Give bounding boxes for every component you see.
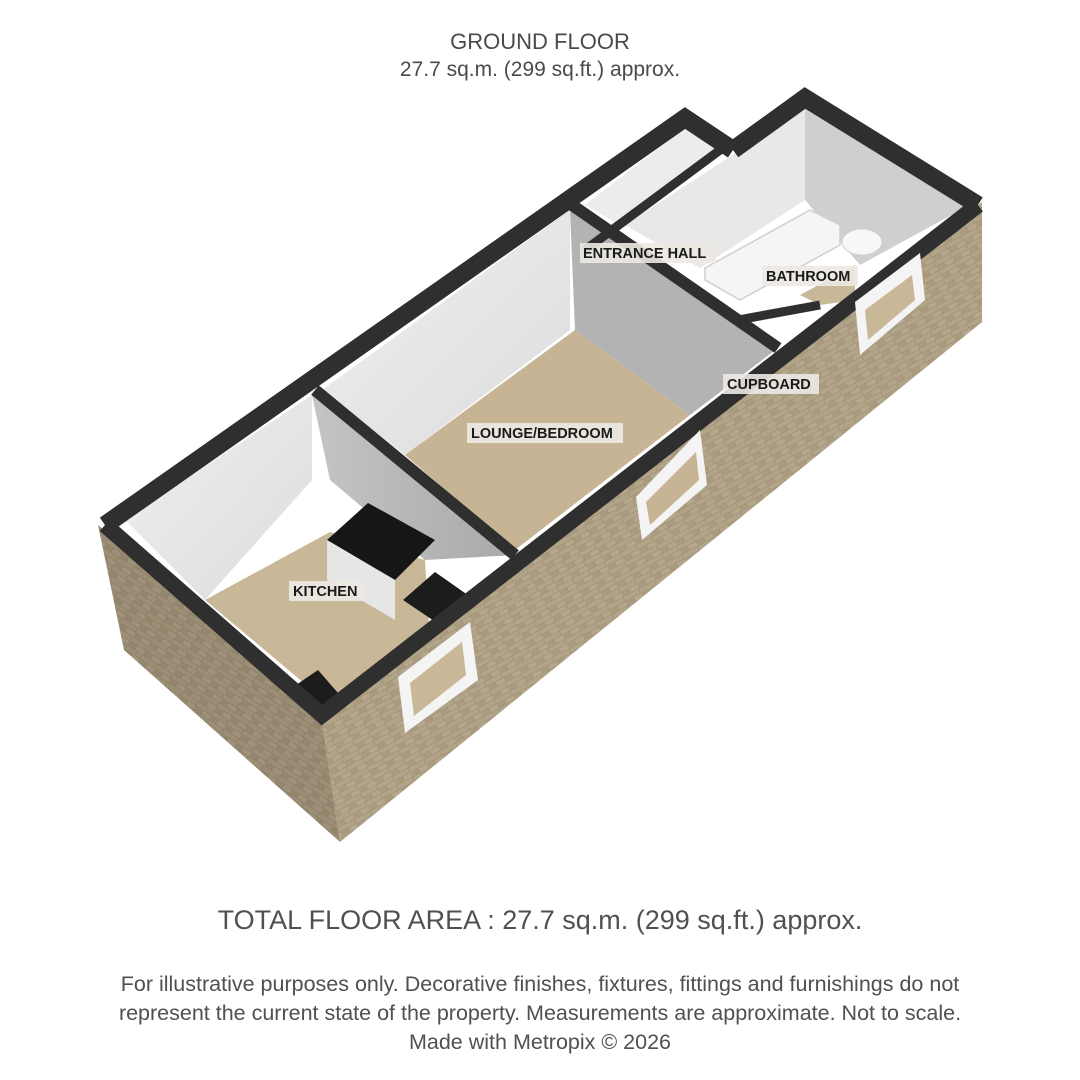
label-cupboard: CUPBOARD bbox=[727, 377, 811, 393]
disclaimer-line-3: Made with Metropix © 2026 bbox=[408, 1030, 672, 1054]
label-entrance-hall: ENTRANCE HALL bbox=[583, 246, 707, 262]
disclaimer-line-1: For illustrative purposes only. Decorative finishes, fixtures, fittings and furnishings do not bbox=[120, 972, 960, 996]
floor-name: GROUND FLOOR bbox=[450, 29, 630, 54]
disclaimer-line-2: represent the current state of the property. Measurements are approximate. Not to scale. bbox=[118, 1001, 962, 1025]
floor-area: 27.7 sq.m. (299 sq.ft.) approx. bbox=[399, 58, 681, 81]
basin bbox=[842, 229, 882, 255]
label-lounge-bedroom: LOUNGE/BEDROOM bbox=[471, 426, 613, 442]
label-bathroom: BATHROOM bbox=[766, 269, 851, 285]
label-kitchen: KITCHEN bbox=[293, 584, 358, 600]
total-floor-area: TOTAL FLOOR AREA : 27.7 sq.m. (299 sq.ft.) approx. bbox=[217, 905, 863, 935]
disclaimer bbox=[0, 970, 1080, 1057]
